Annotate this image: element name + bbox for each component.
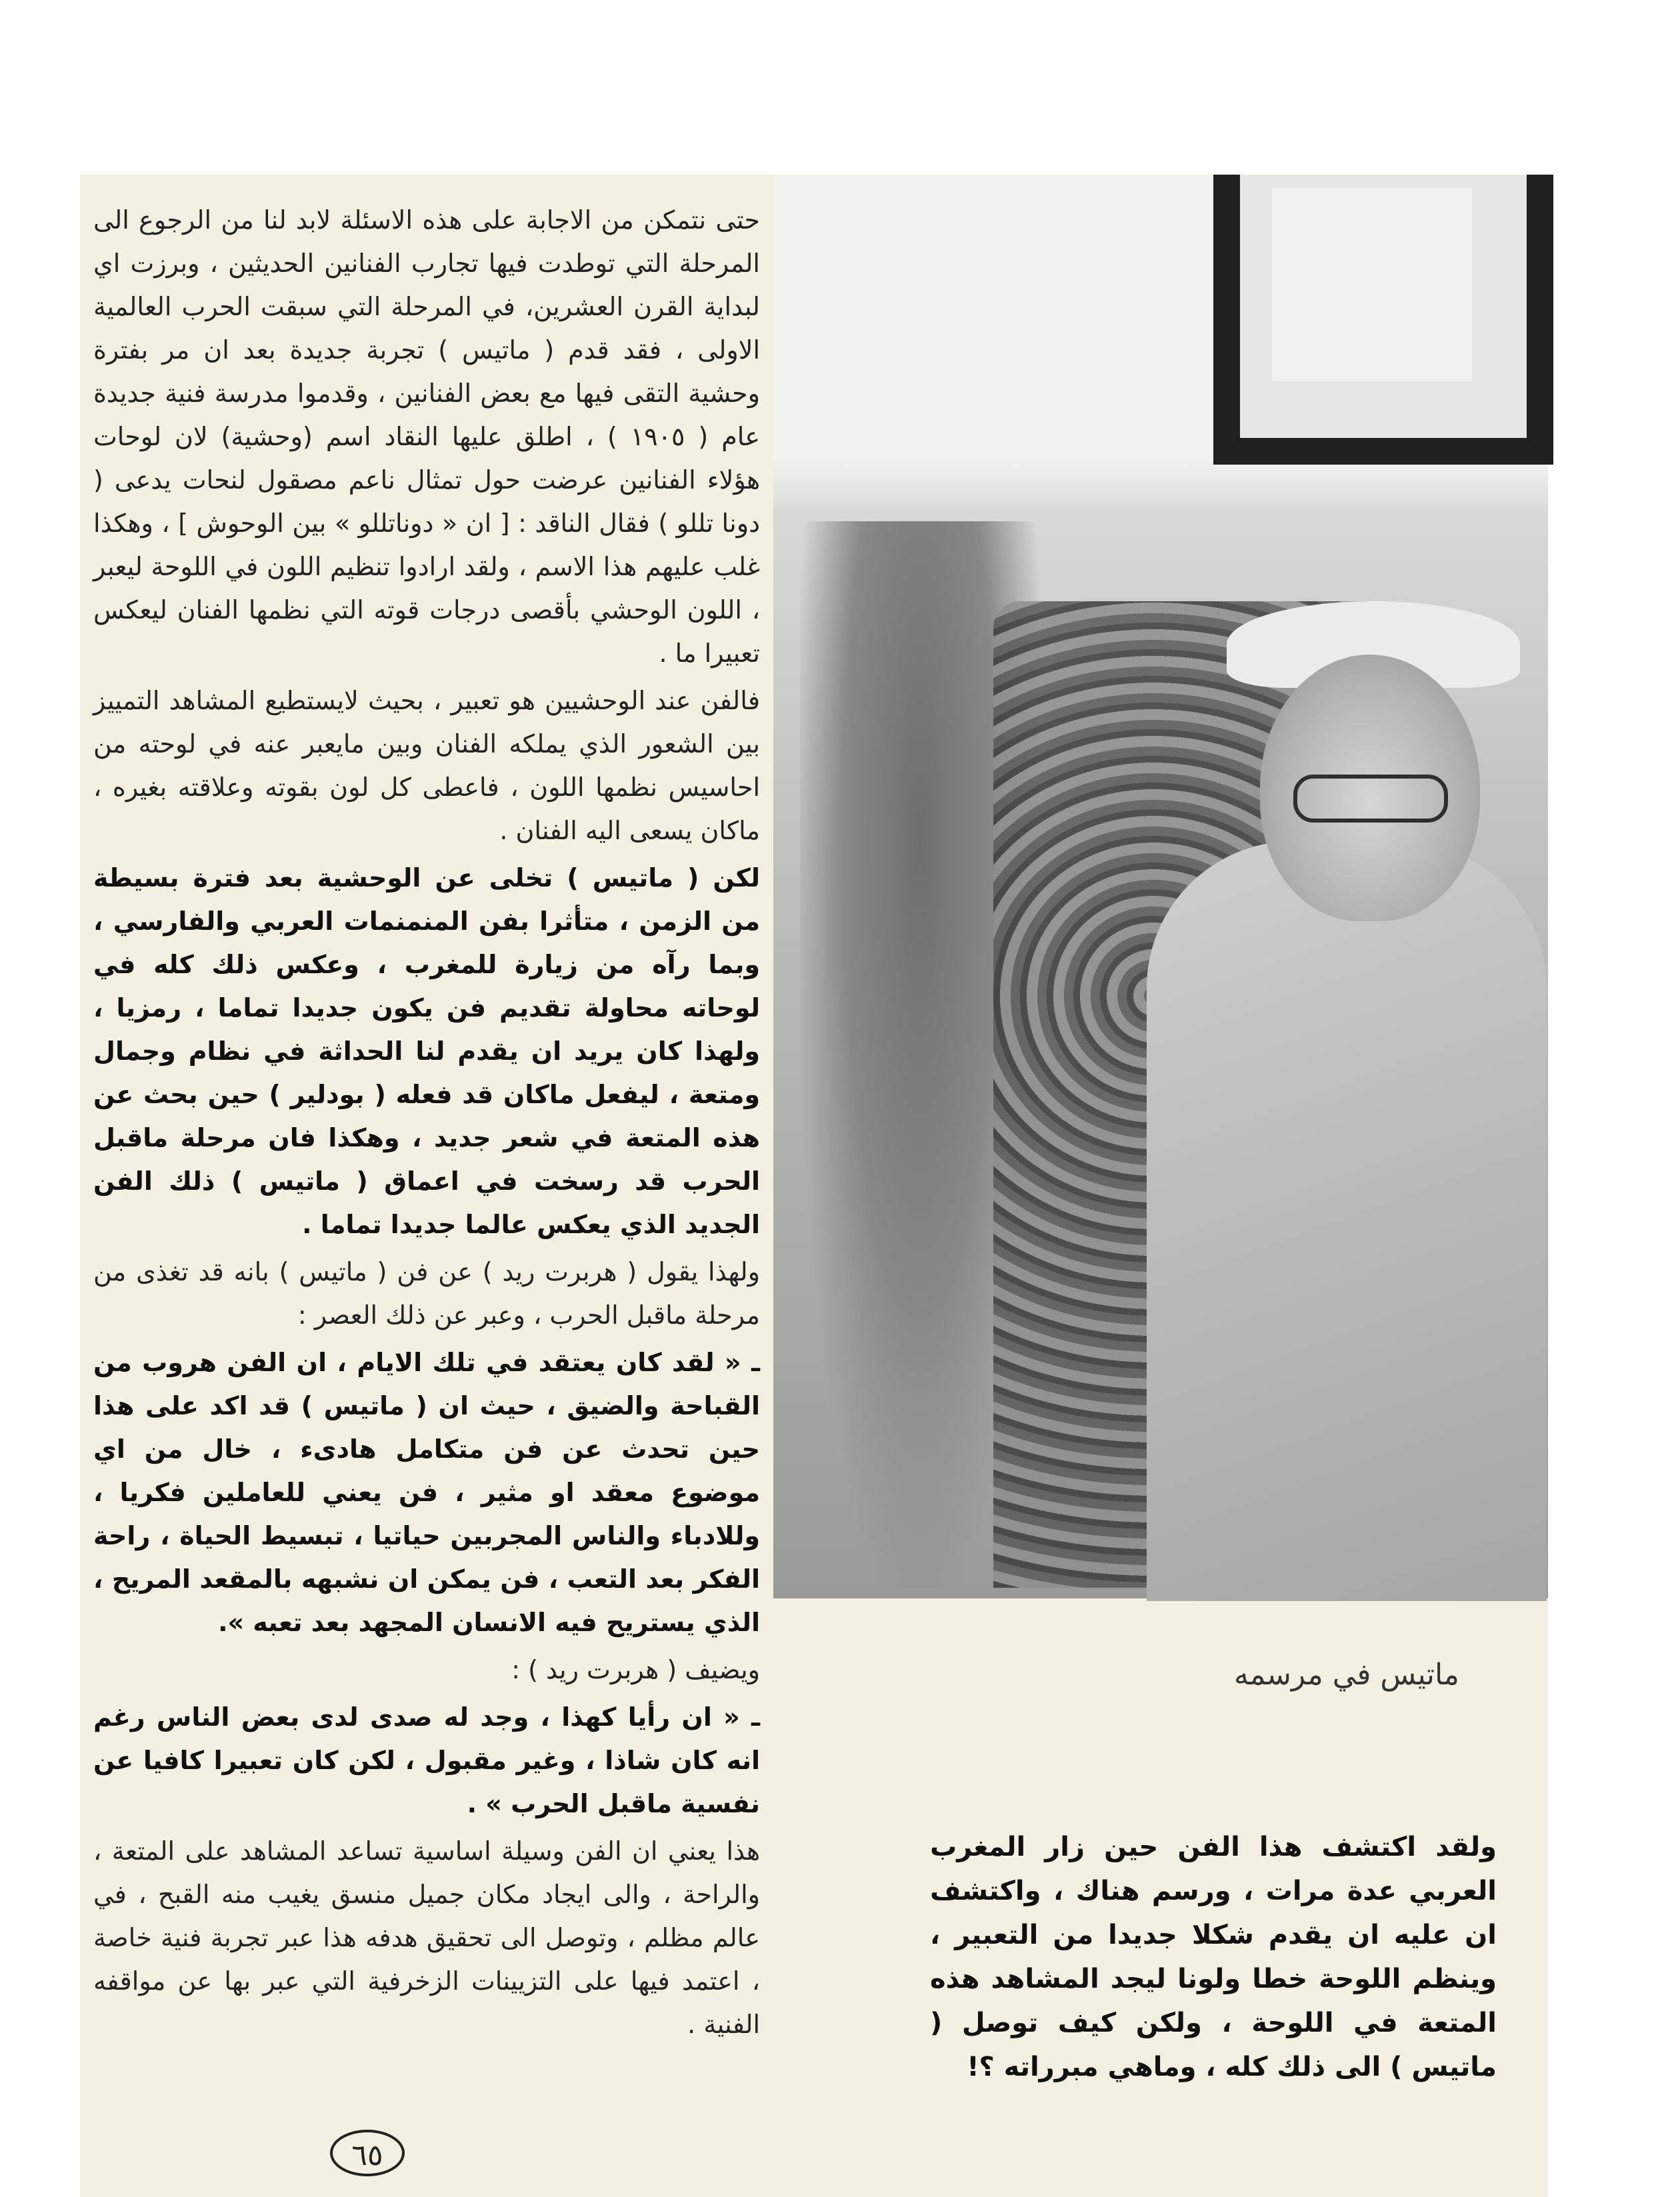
photo-caption: ماتيس في مرسمه — [1233, 1658, 1459, 1692]
side-paragraph: ولقد اكتشف هذا الفن حين زار المغرب العربي عدة مرات ، ورسم هناك ، واكتشف ان عليه ان يقدم شكلا جديدا من التعبير ، وينظم اللوحة خطا ولونا ليجد المشاهد هذه المتعة في اللوحة ، ولكن كيف توصل ( ماتيس ) الى ذلك كله ، وماهي مبرراته ؟! — [930, 1832, 1497, 2082]
paragraph-4: ولهذا يقول ( هربرت ريد ) عن فن ( ماتيس ) بانه قد تغذى من مرحلة ماقبل الحرب ، وعبر عن ذلك العصر : — [93, 1257, 760, 1330]
paragraph-5: ويضيف ( هربرت ريد ) : — [511, 1655, 760, 1684]
quote-1: ـ « لقد كان يعتقد في تلك الايام ، ان الفن هروب من القباحة والضيق ، حيث ان ( ماتيس ) قد اكد على هذا حين تحدث عن فن متكامل هادىء ، خال من اي موضوع معقد او مثير ، فن يعني للعاملين فكريا ، وللادباء والناس المجربين حياتيا ، تبسيط الحياة ، راحة الفكر بعد التعب ، فن يمكن ان نشبهه بالمقعد المريح ، الذي يستريح فيه الانسان المجهد بعد تعبه ». — [93, 1348, 760, 1637]
quote-2: ـ « ان رأيا كهذا ، وجد له صدى لدى بعض الناس رغم انه كان شاذا ، وغير مقبول ، لكن كان تعبيرا كافيا عن نفسية ماقبل الحرب » . — [93, 1702, 760, 1818]
paragraph-6: هذا يعني ان الفن وسيلة اساسية تساعد المشاهد على المتعة ، والراحة ، والى ايجاد مكان جميل منسق يغيب منه القبح ، في عالم مظلم ، وتوصل الى تحقيق هدفه هذا عبر تجربة فنية خاصة ، اعتمد فيها على التزيينات الزخرفية التي عبر بها عن مواقفه الفنية . — [93, 1836, 760, 2039]
side-text-column — [930, 1825, 1497, 2082]
paragraph-2: فالفن عند الوحشيين هو تعبير ، بحيث لايستطيع المشاهد التمييز بين الشعور الذي يملكه الفنان وبين مايعبر عنه في لوحته من احاسيس نظمها اللون ، فاعطى كل لون بقوته وعلاقته بغيره ، ماكان يسعى اليه الفنان . — [93, 686, 760, 845]
picture-frame — [1213, 175, 1553, 465]
painter-body — [1147, 841, 1547, 1601]
paragraph-3: لكن ( ماتيس ) تخلى عن الوحشية بعد فترة بسيطة من الزمن ، متأثرا بفن المنمنمات العربي والفارسي ، وبما رآه من زيارة للمغرب ، وعكس ذلك كله في لوحاته محاولة تقديم فن يكون جديدا تماما ، رمزيا ، ولهذا كان يريد ان يقدم لنا الحداثة في نظام وجمال ومتعة ، ليفعل ماكان قد فعله ( بودلير ) حين بحث عن هذه المتعة في شعر جديد ، وهكذا فان مرحلة ماقبل الحرب قد رسخت في اعماق ( ماتيس ) ذلك الفن الجديد الذي يعكس عالما جديدا تماما . — [93, 863, 760, 1239]
paragraph-1: حتى نتمكن من الاجابة على هذه الاسئلة لابد لنا من الرجوع الى المرحلة التي توطدت فيها تجارب الفنانين الحديثين ، وبرزت اي لبداية القرن العشرين، في المرحلة التي سبقت الحرب العالمية الاولى ، فقد قدم ( ماتيس ) تجربة جديدة بعد ان مر بفترة وحشية التقى فيها مع بعض الفنانين ، وقدموا مدرسة فنية جديدة عام ( ١٩٠٥ ) ، اطلق عليها النقاد اسم (وحشية) لان لوحات هؤلاء الفنانين عرضت حول تمثال ناعم مصقول لنحات يدعى ( دونا تللو ) فقال الناقد : [ ان « دوناتللو » بين الوحوش ] ، وهكذا غلب عليهم هذا الاسم ، ولقد ارادوا تنظيم اللون في اللوحة ليعبر ، اللون الوحشي بأقصى درجات قوته التي نظمها الفنان ليعكس تعبيرا ما . — [93, 205, 761, 668]
main-text-column — [93, 199, 760, 2125]
picture-frame-canvas — [1272, 188, 1472, 381]
matisse-photo — [773, 175, 1548, 1598]
painter-glasses — [1293, 775, 1448, 823]
page-number: ٦٥ — [330, 2130, 405, 2176]
